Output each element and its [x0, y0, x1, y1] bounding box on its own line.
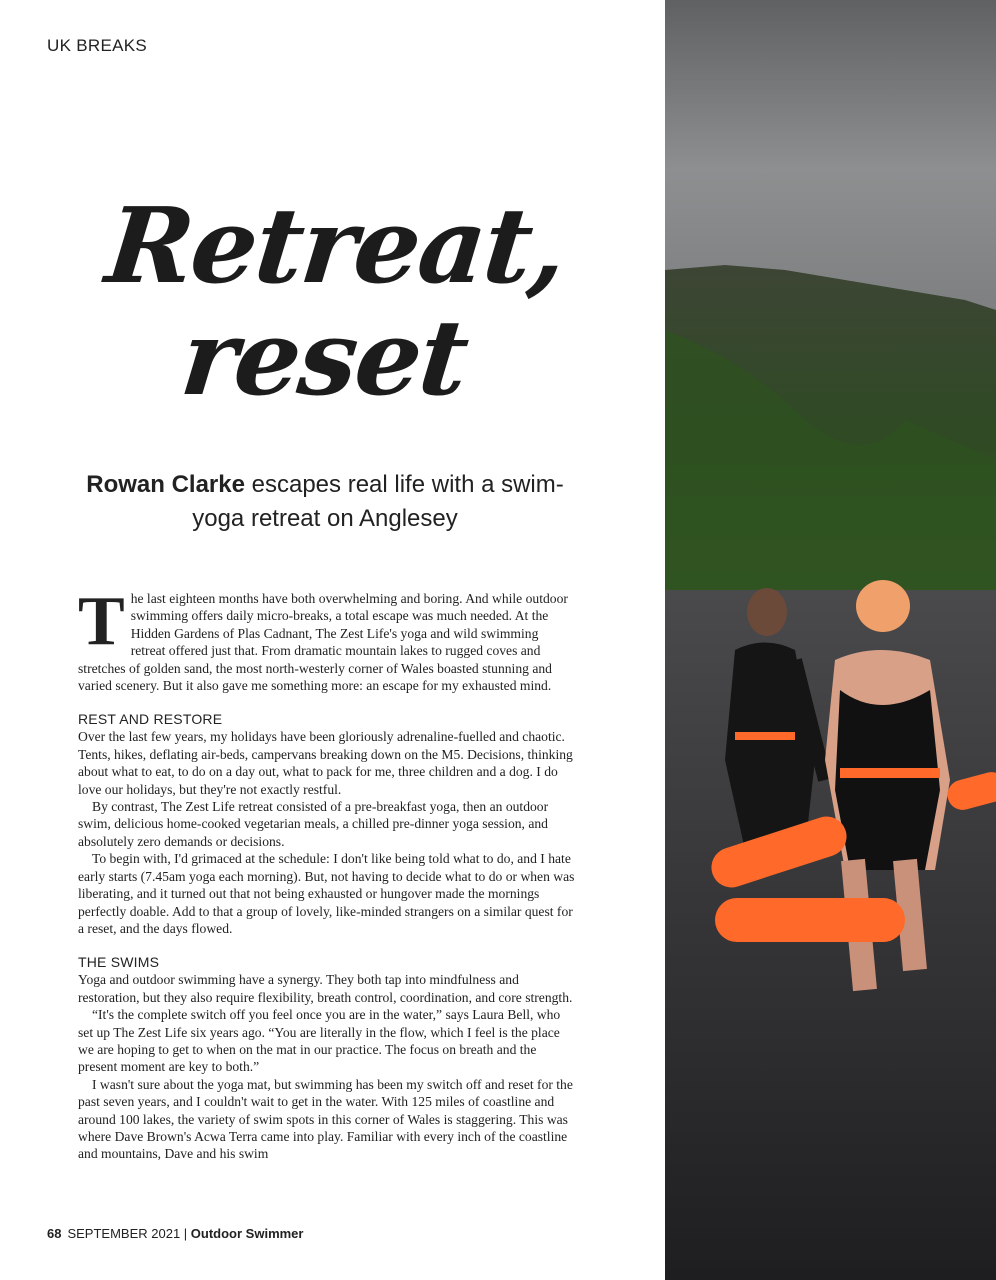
lake-scene-illustration: [665, 0, 996, 1280]
subheading-rest-and-restore: REST AND RESTORE: [78, 711, 223, 728]
body-paragraph: Yoga and outdoor swimming have a synergy. They both tap into mindfulness and restoration, but they also require flexibility, breath control, coordination, and core strength.: [78, 972, 573, 1005]
swimmer-head: [747, 588, 787, 636]
author-name: Rowan Clarke: [86, 471, 245, 498]
page-number: 68: [47, 1226, 62, 1241]
article-body: [78, 583, 575, 1163]
headline-line-2: reset: [175, 296, 473, 419]
issue-date: SEPTEMBER 2021 |: [67, 1226, 191, 1241]
swimmers-photo: [665, 0, 996, 1280]
standfirst-text: escapes real life with a swim-yoga retreat on Anglesey: [192, 471, 564, 532]
tow-float-2: [715, 898, 905, 942]
swimmer-belt: [840, 768, 940, 778]
body-paragraph: By contrast, The Zest Life retreat consisted of a pre-breakfast yoga, then an outdoor swim, delicious home-cooked vegetarian meals, a chilled pre-dinner yoga session, and absolutely zero demands or decisions.: [78, 799, 549, 849]
body-paragraph: Over the last few years, my holidays have been gloriously adrenaline-fuelled and chaotic. Tents, hikes, deflating air-beds, campervans breaking down on the M5. Decisions, thinking about what to eat, to do on a day out, what to pack for me, three children and a dog. I do love our holidays, but they're not exactly restful.: [78, 729, 573, 797]
body-paragraph: To begin with, I'd grimaced at the schedule: I don't like being told what to do, and I hate early starts (7.45am yoga each morning). But, not having to decide what to do or when was liberating, and it turned out that not being exhausted or hungover made the mornings perfectly doable. Add to that a group of lovely, like-minded strangers on a similar quest for a reset, and the days flowed.: [78, 851, 575, 936]
magazine-name: Outdoor Swimmer: [190, 1226, 304, 1241]
swimsuit: [835, 690, 940, 870]
section-label: UK BREAKS: [47, 36, 148, 55]
body-paragraph: “It's the complete switch off you feel once you are in the water,” says Laura Bell, who set up The Zest Life six years ago. “You are literally in the flow, which I feel is the place we are hoping to get to when on the mat in our practice. The focus on breath and the present moment are key to both.”: [78, 1007, 561, 1075]
standfirst: [80, 468, 570, 536]
tow-belt: [735, 732, 795, 740]
subheading-the-swims: THE SWIMS: [78, 954, 160, 971]
page-footer: [47, 1226, 303, 1241]
headline: [78, 184, 582, 419]
intro-paragraph: The last eighteen months have both overwhelming and boring. And while outdoor swimming offers daily micro-breaks, a total escape was much needed. At the Hidden Gardens of Plas Cadnant, The Zest Life's yoga and wild swimming retreat offered just that. From dramatic mountain lakes to rugged coves and stretches of golden sand, the most north-westerly corner of Wales boasted stunning and varied scenery. But it also gave me something more: an escape for my exhausted mind.: [78, 583, 568, 694]
body-paragraph: I wasn't sure about the yoga mat, but swimming has been my switch off and reset for the past seven years, and I couldn't wait to get in the water. With 125 miles of coastline and around 100 lakes, the variety of swim spots in this corner of Wales is staggering. This was where Dave Brown's Acwa Terra came into play. Familiar with every inch of the coastline and mountains, Dave and his swim: [78, 1076, 573, 1162]
drop-cap: T: [78, 583, 125, 660]
swim-cap: [856, 580, 910, 632]
headline-line-1: Retreat,: [100, 184, 572, 307]
